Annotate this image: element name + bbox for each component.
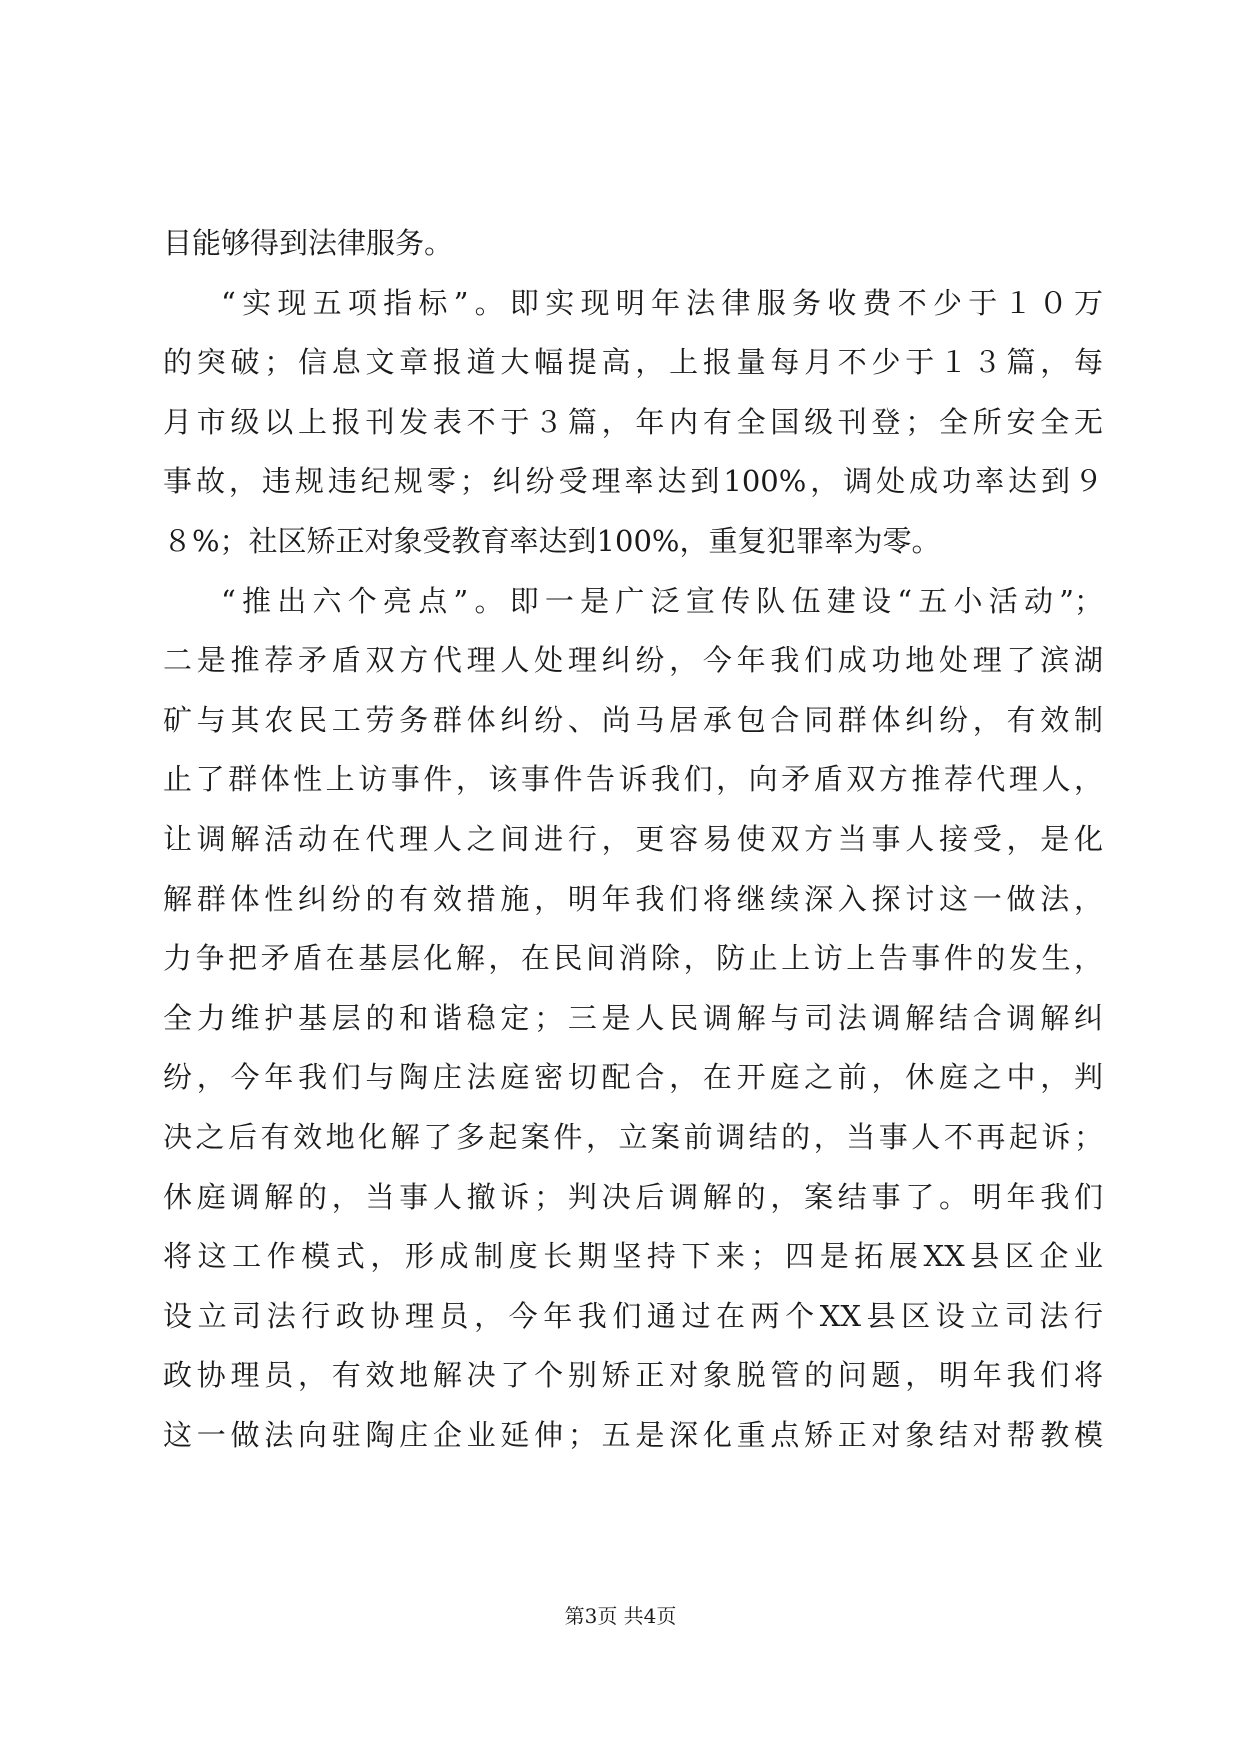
paragraph-line: 让调解活动在代理人之间进行，更容易使双方当事人接受，是化 [163, 821, 1103, 856]
paragraph-line: 止了群体性上访事件，该事件告诉我们，向矛盾双方推荐代理人， [163, 762, 1103, 797]
paragraph-line: 的突破；信息文章报道大幅提高，上报量每月不少于１３篇，每 [163, 345, 1103, 380]
body-text [163, 214, 1103, 1465]
paragraph-line: 力争把矛盾在基层化解，在民间消除，防止上访上告事件的发生， [163, 941, 1103, 976]
paragraph-line: 设立司法行政协理员，今年我们通过在两个XX县区设立司法行 [163, 1298, 1103, 1333]
paragraph-line: 二是推荐矛盾双方代理人处理纠纷，今年我们成功地处理了滨湖 [163, 643, 1103, 678]
page-number-label: 第3页 共4页 [564, 1604, 677, 1628]
paragraph-line: 将这工作模式，形成制度长期坚持下来；四是拓展XX县区企业 [163, 1239, 1103, 1274]
paragraph-line: 这一做法向驻陶庄企业延伸；五是深化重点矫正对象结对帮教模 [163, 1417, 1103, 1452]
paragraph-line: 解群体性纠纷的有效措施，明年我们将继续深入探讨这一做法， [163, 881, 1103, 916]
paragraph-line: ８%；社区矫正对象受教育率达到100%，重复犯罪率为零。 [163, 523, 941, 558]
paragraph-line: 全力维护基层的和谐稳定；三是人民调解与司法调解结合调解纠 [163, 1000, 1103, 1035]
paragraph-line: 事故，违规违纪规零；纠纷受理率达到100%，调处成功率达到９ [163, 464, 1103, 499]
paragraph-line: “实现五项指标”。即实现明年法律服务收费不少于１０万 [221, 285, 1103, 320]
paragraph-line: 休庭调解的，当事人撤诉；判决后调解的，案结事了。明年我们 [163, 1179, 1103, 1214]
paragraph-line: 政协理员，有效地解决了个别矫正对象脱管的问题，明年我们将 [163, 1358, 1103, 1393]
paragraph-line: 矿与其农民工劳务群体纠纷、尚马居承包合同群体纠纷，有效制 [163, 702, 1103, 737]
paragraph-line: 决之后有效地化解了多起案件，立案前调结的，当事人不再起诉； [163, 1119, 1103, 1154]
paragraph-line: 纷，今年我们与陶庄法庭密切配合，在开庭之前，休庭之中，判 [163, 1060, 1103, 1095]
paragraph-line: 目能够得到法律服务。 [163, 226, 454, 260]
paragraph-line: 月市级以上报刊发表不于３篇，年内有全国级刊登；全所安全无 [163, 404, 1103, 439]
page-footer [0, 1602, 1241, 1630]
paragraph-line: “推出六个亮点”。即一是广泛宣传队伍建设“五小活动”； [221, 583, 1103, 618]
